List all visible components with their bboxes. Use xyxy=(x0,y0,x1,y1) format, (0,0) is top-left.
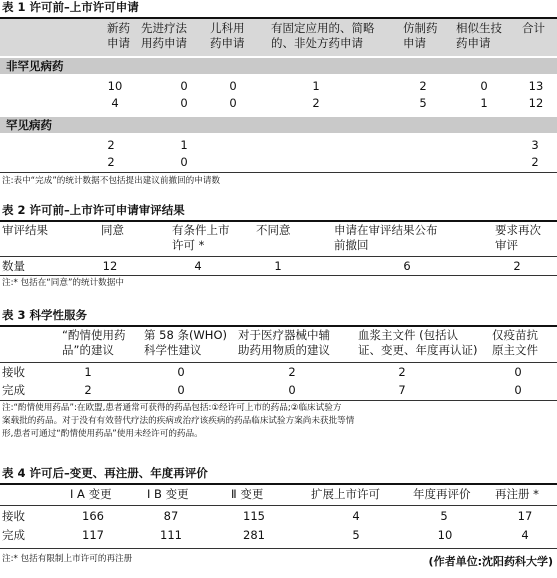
table4-top-rule xyxy=(0,483,557,485)
table2-cell: 12 xyxy=(102,259,118,273)
table2-top-rule xyxy=(0,220,557,222)
table1-bottom-rule xyxy=(0,172,557,173)
table2-col-header: 不同意 xyxy=(256,223,291,237)
table2-col-header: 有条件上市 许可 * xyxy=(172,223,230,252)
table1-cell: 4 xyxy=(111,96,119,110)
table1-cell: 2 xyxy=(107,138,115,152)
table1-cell: 12 xyxy=(528,96,544,110)
table1-cell: 3 xyxy=(531,138,539,152)
table4-header-rule xyxy=(0,505,557,506)
table1-cell: 0 xyxy=(180,155,188,169)
table3-cell: 2 xyxy=(288,365,296,379)
table3-col-header: 第 58 条(WHO) 科学性建议 xyxy=(144,328,227,357)
table1-cell: 2 xyxy=(419,79,427,93)
table2-cell: 1 xyxy=(274,259,282,273)
table1-cell: 0 xyxy=(229,79,237,93)
table1-cell: 0 xyxy=(480,79,488,93)
table2-col-header: 同意 xyxy=(101,223,124,237)
table3-title: 表 3 科学性服务 xyxy=(2,308,88,322)
table4-row-label: 完成 xyxy=(2,528,25,542)
table3-row-label: 接收 xyxy=(2,365,25,379)
table2-col-header: 要求再次 审评 xyxy=(495,223,541,252)
table3-col-header: 仅疫苗抗 原主文件 xyxy=(492,328,538,357)
table2-cell: 4 xyxy=(194,259,202,273)
table4-cell: 4 xyxy=(521,528,529,542)
table4-col-header: 再注册 * xyxy=(495,487,539,501)
table2-title: 表 2 许可前–上市许可申请审评结果 xyxy=(2,203,185,217)
table1-cell: 0 xyxy=(180,79,188,93)
table1-section-label: 非罕见病药 xyxy=(6,59,64,73)
table1-cell: 5 xyxy=(419,96,427,110)
table4-cell: 10 xyxy=(437,528,453,542)
table3-cell: 0 xyxy=(514,365,522,379)
table1-cell: 1 xyxy=(180,138,188,152)
table3-col-header: “酌情使用药 品”的建议 xyxy=(62,328,126,357)
table3-row-label: 完成 xyxy=(2,383,25,397)
table2-col-header: 申请在审评结果公布 前撤回 xyxy=(334,223,438,252)
author-affiliation: (作者单位:沈阳药科大学) xyxy=(428,555,553,568)
table1-col-header: 新药 申请 xyxy=(107,21,130,50)
table1-cell: 0 xyxy=(180,96,188,110)
table3-note-line: 形,患者可通过“酌情使用药品”使用未经许可的药品。 xyxy=(2,429,203,439)
table2-cell: 2 xyxy=(513,259,521,273)
table3-header-rule xyxy=(0,362,557,363)
table3-cell: 0 xyxy=(177,383,185,397)
table1-cell: 1 xyxy=(480,96,488,110)
table3-bottom-rule xyxy=(0,400,557,401)
table2-bottom-rule xyxy=(0,275,557,276)
table1-section-band xyxy=(0,58,557,74)
table1-col-header: 相似生技 药申请 xyxy=(456,21,502,50)
table3-cell: 0 xyxy=(514,383,522,397)
table4-cell: 5 xyxy=(440,509,448,523)
table4-note: 注:* 包括有限制上市许可的再注册 xyxy=(2,554,133,564)
table3-top-rule xyxy=(0,325,557,327)
table4-col-header: Ⅱ 变更 xyxy=(231,487,264,501)
table1-cell: 2 xyxy=(107,155,115,169)
table4-cell: 17 xyxy=(517,509,533,523)
table3-cell: 2 xyxy=(398,365,406,379)
table1-section-label: 罕见病药 xyxy=(6,118,52,132)
table4-cell: 111 xyxy=(160,528,182,542)
table4-cell: 87 xyxy=(163,509,179,523)
table3-cell: 0 xyxy=(288,383,296,397)
table1-col-header: 先进疗法 用药申请 xyxy=(141,21,187,50)
table1-col-header: 合计 xyxy=(522,21,545,35)
table2-header-rule xyxy=(0,256,557,257)
table3-note-line: 案载批的药品。对于没有有效替代疗法的疾病或治疗该疾病的药品临床试验方案尚未获批等情 xyxy=(2,416,355,426)
table4-row-label: 接收 xyxy=(2,509,25,523)
table2-col-header: 审评结果 xyxy=(2,223,48,237)
table4-cell: 5 xyxy=(352,528,360,542)
table4-title: 表 4 许可后–变更、再注册、年度再评价 xyxy=(2,466,208,480)
table2-cell: 6 xyxy=(403,259,411,273)
table4-cell: 281 xyxy=(243,528,265,542)
table4-cell: 4 xyxy=(352,509,360,523)
table4-col-header: Ⅰ A 变更 xyxy=(70,487,112,501)
table4-col-header: 年度再评价 xyxy=(413,487,471,501)
table2-note: 注:* 包括在“同意”的统计数据中 xyxy=(2,278,124,288)
table1-section-band xyxy=(0,117,557,133)
table1-cell: 2 xyxy=(531,155,539,169)
table1-col-header: 仿制药 申请 xyxy=(403,21,438,50)
table1-note: 注:表中“完成”的统计数据不包括提出建议前撤回的申请数 xyxy=(2,176,221,186)
table1-cell: 13 xyxy=(528,79,544,93)
table4-col-header: Ⅰ B 变更 xyxy=(147,487,189,501)
table1-col-header: 儿科用 药申请 xyxy=(210,21,245,50)
table3-cell: 1 xyxy=(84,365,92,379)
table3-cell: 0 xyxy=(177,365,185,379)
table3-col-header: 对于医疗器械中辅 助药用物质的建议 xyxy=(238,328,330,357)
table2-row-label: 数量 xyxy=(2,259,25,273)
table3-col-header: 血浆主文件 (包括认 证、变更、年度再认证) xyxy=(358,328,478,357)
table3-cell: 2 xyxy=(84,383,92,397)
table4-cell: 166 xyxy=(82,509,104,523)
table3-note-line: 注:“酌情使用药品”:在欧盟,患者通常可获得的药品包括:①经许可上市的药品;②临床试验方 xyxy=(2,403,342,413)
table4-bottom-rule xyxy=(0,548,557,549)
table1-col-header: 有固定应用的、简略 的、非处方药申请 xyxy=(271,21,375,50)
table4-cell: 117 xyxy=(82,528,104,542)
table1-cell: 2 xyxy=(312,96,320,110)
table1-cell: 10 xyxy=(107,79,123,93)
table3-cell: 7 xyxy=(398,383,406,397)
table4-cell: 115 xyxy=(243,509,265,523)
table1-cell: 1 xyxy=(312,79,320,93)
table1-title: 表 1 许可前–上市许可申请 xyxy=(2,0,139,14)
table1-cell: 0 xyxy=(229,96,237,110)
table4-col-header: 扩展上市许可 xyxy=(311,487,380,501)
